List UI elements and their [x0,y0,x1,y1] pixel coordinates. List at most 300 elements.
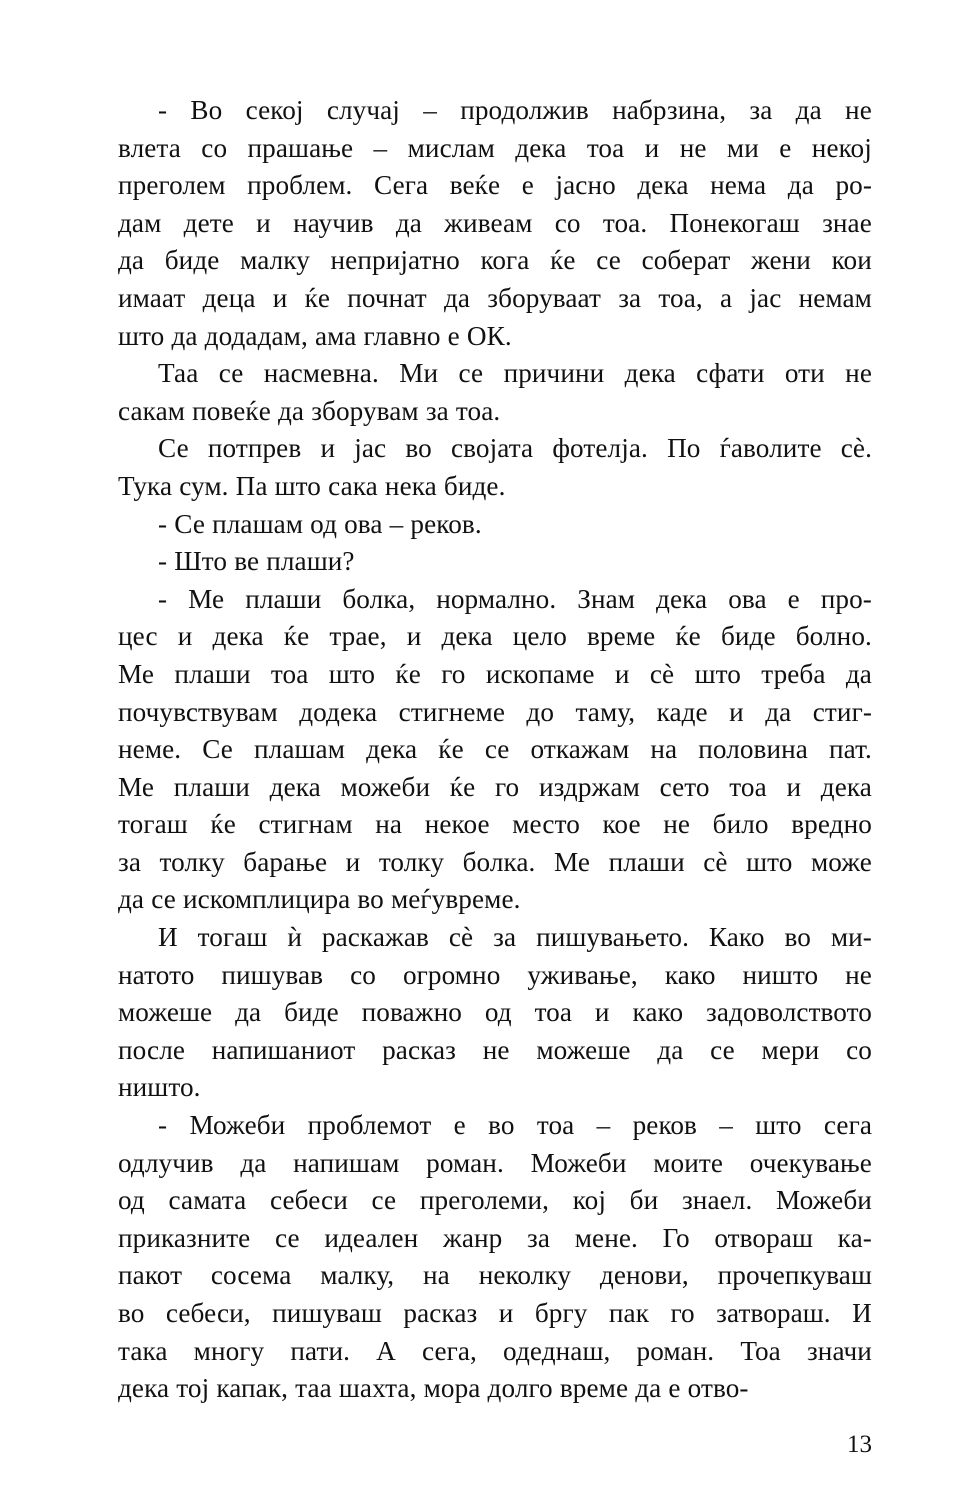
text-line [118,919,872,957]
word: не [663,809,691,840]
word: фотелја. [552,433,648,464]
word: дека [515,132,567,163]
text-line: дека тој капак, таа шахта, мора долго време да е отво- [118,1373,749,1404]
paragraph [118,92,872,355]
word: пишував [221,959,324,990]
word: така [118,1335,168,1366]
word: се [275,1222,300,1253]
word: може [810,846,872,877]
word: откажам [530,734,630,765]
word: се [371,1185,397,1216]
word: неколку [478,1260,572,1291]
word: сфати [696,358,765,389]
word: биде [720,621,776,652]
word: влета [118,132,181,163]
word: во [405,433,432,464]
word: тоа [536,1110,575,1141]
word: дека [269,771,321,802]
word: знае [822,207,872,238]
word: и [498,1298,514,1328]
word: Ме [188,583,225,614]
word: е [453,1110,466,1141]
word: на [375,809,403,840]
word: дека [820,771,872,802]
word: се [218,358,244,389]
word: се [596,245,621,276]
word: некој [811,132,872,163]
word: значи [806,1335,872,1366]
word: огромно [402,959,501,990]
text-line [118,430,872,468]
word: да [395,207,422,238]
word: на [650,734,678,765]
text-line [118,994,872,1032]
word: Како [708,922,765,953]
word: почувствувам [118,696,278,727]
word: кога [480,245,530,276]
word: стигнеме [398,696,505,727]
word: отвораш [714,1222,814,1253]
word: продолжив [460,95,589,125]
word: – [719,1110,733,1141]
word: пишувањето. [536,922,689,953]
page-number: 13 [847,1431,872,1458]
word: се [458,358,484,389]
word: ископаме [485,658,595,689]
word: и [256,207,271,238]
word: И [852,1298,872,1328]
word: дека [637,170,689,201]
word: да [765,696,792,727]
word: за [118,846,142,877]
text-line [118,656,872,694]
text-line: - Се плашам од ова – реков. [158,508,482,539]
word: ми- [830,922,872,953]
text-line [118,1333,872,1371]
word: со [350,959,376,990]
word: соберат [641,245,731,276]
word: мери [761,1034,820,1065]
word: кој [572,1185,606,1216]
word: Таа [158,358,199,389]
word: Можеби [776,1185,872,1216]
word: натото [118,959,195,990]
word: ѝ [287,922,302,953]
word: стиг- [812,696,872,727]
word: за [749,95,773,125]
word: - [158,583,168,614]
word: и [320,433,336,464]
word: време [587,621,656,652]
word: некое [424,809,490,840]
word: и [729,696,744,727]
word: имаат [118,282,186,313]
word: случај [326,95,400,125]
text-line: што да додадам, ама главно е ОК. [118,320,512,351]
word: расказ [403,1298,478,1328]
word: Го [662,1222,690,1253]
word: напишам [293,1147,400,1178]
word: научив [293,207,374,238]
word: себеси [269,1185,348,1216]
text-line [118,355,872,393]
word: пакот [118,1260,183,1291]
word: дека [656,583,708,614]
paragraph [118,1107,872,1408]
text-line [118,731,872,769]
word: дека [366,734,418,765]
text-line [118,1295,872,1333]
text-line [118,769,872,807]
word: задоволството [706,997,872,1028]
word: самата [168,1185,247,1216]
text-line [118,242,872,280]
word: треба [761,658,826,689]
word: е [779,132,792,163]
word: жанр [442,1222,503,1253]
word: сѐ [649,658,675,689]
word: Ми [399,358,439,389]
word: како [664,959,716,990]
word: не [679,132,707,163]
word: ќе [210,809,236,840]
word: тоа. [602,207,648,238]
word: од [118,1185,145,1216]
word: ро- [835,170,872,201]
word: Тоа [740,1335,781,1366]
word: јас [354,433,387,464]
word: издржам [538,771,640,802]
word: тогаш [118,809,188,840]
text-line [118,1182,872,1220]
word: и [177,621,193,652]
word: По [667,433,701,464]
word: затвораш. [716,1298,831,1328]
word: расказ [382,1034,457,1065]
word: уживање, [527,959,638,990]
word: биде [164,245,220,276]
word: одеднаш, [503,1335,611,1366]
word: го [441,658,466,689]
word: дека [441,621,493,652]
word: што [755,1110,802,1141]
word: сѐ. [840,433,872,464]
word: да [845,658,872,689]
word: да [657,1034,684,1065]
text-line [118,130,872,168]
word: – [423,95,437,125]
word: ми [726,132,759,163]
word: со [554,207,581,238]
text-line [118,1257,872,1295]
word: било [712,809,769,840]
paragraph [118,506,872,544]
word: за [527,1222,551,1253]
word: одлучив [118,1147,214,1178]
word: можеби [340,771,431,802]
word: на [423,1260,450,1291]
word: Ме [118,658,155,689]
word: дека [624,358,676,389]
word: се [484,734,510,765]
word: а [720,282,733,313]
word: про- [820,583,872,614]
word: реков [632,1110,697,1141]
word: до [526,696,555,727]
word: со [846,1034,872,1065]
word: Можеби [530,1147,627,1178]
word: за [493,922,517,953]
word: вредно [791,809,872,840]
word: ќе [550,245,576,276]
word: стигнам [258,809,353,840]
word: сѐ [703,846,728,877]
word: непријатно [330,245,460,276]
word: проблем. [247,170,353,201]
word: го [670,1298,695,1328]
word: тоа, [658,282,703,313]
word: плаши [174,658,251,689]
word: половина [698,734,808,765]
word: не [845,358,872,389]
text-line [118,1032,872,1070]
word: и [345,846,361,877]
word: причини [503,358,605,389]
word: со [201,132,228,163]
word: – [596,1110,611,1141]
word: кое [602,809,641,840]
word: тоа [534,997,573,1028]
word: ќе [438,734,464,765]
word: се [710,1034,735,1065]
word: Знам [577,583,636,614]
word: додека [299,696,378,727]
word: толку [378,846,445,877]
word: живеам [444,207,533,238]
word: Се [158,433,189,464]
word: биде [284,997,339,1028]
word: моите [653,1147,724,1178]
word: да [443,282,471,313]
word: ова [728,583,767,614]
word: Сега [374,170,429,201]
word: болка. [462,846,536,877]
word: што [694,658,741,689]
word: малку, [320,1260,395,1291]
word: ќе [675,621,701,652]
word: цес [118,621,158,652]
word: раскажав [321,922,429,953]
word: денови, [599,1260,689,1291]
paragraph [118,543,872,581]
word: себеси, [165,1298,251,1328]
word: во [118,1298,145,1328]
word: како [632,997,684,1028]
word: потпрев [207,433,302,464]
word: да [235,997,262,1028]
word: мене. [574,1222,638,1253]
word: пати. [290,1335,350,1366]
word: што [746,846,793,877]
word: да [118,245,145,276]
word: малку [240,245,310,276]
word: секој [245,95,304,125]
word: би [629,1185,659,1216]
text-line: сакам повеќе да зборувам за тоа. [118,395,501,426]
word: приказните [118,1222,251,1253]
word: сосема [210,1260,292,1291]
text-line [118,1107,872,1145]
word: знаел. [681,1185,753,1216]
word: мислам [407,132,495,163]
word: деца [202,282,256,313]
word: и [272,282,288,313]
word: јас [749,282,782,313]
word: нема [710,170,767,201]
word: насмевна. [263,358,379,389]
word: таму, [575,696,636,727]
paragraph [118,581,872,919]
text-line [118,205,872,243]
word: болно. [795,621,872,652]
word: не [482,1034,510,1065]
text-line [118,1145,872,1183]
text-line [118,167,872,205]
word: е [787,583,800,614]
word: - [158,95,168,125]
word: од [484,997,512,1028]
word: Во [190,95,223,125]
word: Ме [553,846,591,877]
word: и [614,658,630,689]
word: плаши [173,771,250,802]
word: во [488,1110,515,1141]
word: бргу [534,1298,588,1328]
word: да [795,95,822,125]
word: набрзина, [612,95,727,125]
word: дам [118,207,162,238]
word: оти [784,358,825,389]
text-line [118,280,872,318]
word: својата [450,433,534,464]
word: роман. [636,1335,715,1366]
word: тоа [586,132,625,163]
word: - [158,1110,168,1141]
word: и [786,771,802,802]
word: ѓаволите [719,433,822,464]
word: ништо [742,959,819,990]
word: жени [750,245,811,276]
word: почнат [347,282,427,313]
word: барање [243,846,328,877]
word: плаши [245,583,322,614]
text-line [118,1220,872,1258]
paragraph [118,919,872,1107]
word: сето [659,771,710,802]
paragraph [118,355,872,430]
text-line [118,844,872,882]
word: не [845,95,872,125]
word: пишуваш [272,1298,382,1328]
word: да [240,1147,267,1178]
word: поважно [361,997,462,1028]
word: за [618,282,642,313]
word: – [373,132,388,163]
word: дека [212,621,264,652]
word: ќе [283,621,310,652]
word: пат. [829,734,872,765]
text-line: ништо. [118,1072,201,1103]
word: прочепкуваш [717,1260,872,1291]
text-line [118,618,872,656]
word: нормално. [436,583,557,614]
word: неме. [118,734,182,765]
word: И [158,922,178,953]
word: сѐ [448,922,474,953]
word: да [787,170,814,201]
word: каде [656,696,708,727]
word: многу [193,1335,265,1366]
page-text-body [118,92,872,1408]
word: ќе [304,282,331,313]
word: и [644,132,660,163]
word: прашање [247,132,354,163]
word: болка, [342,583,416,614]
word: очекување [749,1147,872,1178]
word: Ме [118,771,155,802]
word: тоа [729,771,767,802]
word: сега [823,1110,872,1141]
text-line [118,581,872,619]
word: тоа [270,658,309,689]
text-line: - Што ве плаши? [158,546,355,577]
word: роман. [426,1147,504,1178]
text-line [118,957,872,995]
text-line [118,92,872,130]
word: веќе [449,170,501,201]
text-line: да се искомплицира во меѓувреме. [118,884,521,915]
word: цело [512,621,567,652]
word: зборуваат [487,282,601,313]
word: можеше [536,1034,631,1065]
word: место [512,809,580,840]
word: после [118,1034,186,1065]
word: проблемот [307,1110,432,1141]
text-line [118,806,872,844]
word: не [845,959,872,990]
word: немам [798,282,872,313]
word: ка- [837,1222,872,1253]
word: и [406,621,422,652]
word: толку [159,846,225,877]
word: Можеби [189,1110,286,1141]
word: јасно [555,170,616,201]
word: А [376,1335,396,1366]
word: Понекогаш [669,207,800,238]
word: преголем [118,170,226,201]
word: преголеми, [419,1185,550,1216]
word: плашам [254,734,346,765]
text-line [118,694,872,732]
word: кои [831,245,872,276]
word: го [494,771,520,802]
word: напишаниот [211,1034,356,1065]
word: е [521,170,534,201]
word: ќе [395,658,421,689]
word: тогаш [197,922,268,953]
word: можеше [118,997,213,1028]
word: дете [183,207,234,238]
